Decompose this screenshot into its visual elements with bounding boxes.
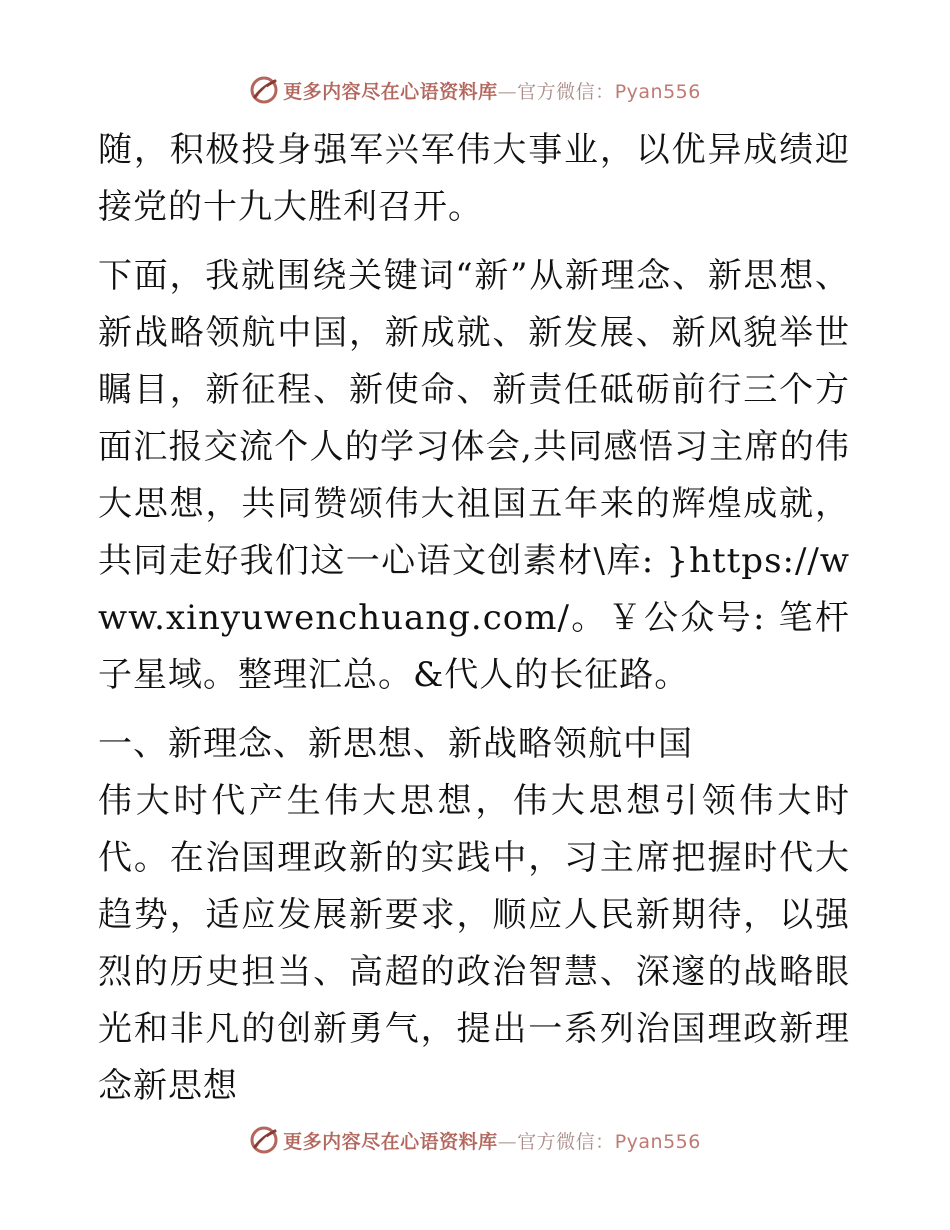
watermark-wechat-id: Pyan556 [614, 80, 701, 103]
watermark-official-label: 官方微信： [517, 80, 615, 103]
watermark-site-name: 更多内容尽在心语资料库 [283, 1130, 498, 1153]
header-watermark [0, 70, 950, 110]
section-heading-1: 一、新理念、新思想、新战略领航中国 [98, 724, 693, 764]
document-body [98, 122, 850, 1115]
watermark-separator: — [497, 80, 518, 103]
watermark-text [283, 77, 701, 104]
quill-swirl-icon [249, 75, 279, 105]
paragraph-section-1: 伟大时代产生伟大思想，伟大思想引领伟大时代。在治国理政新的实践中，习主席把握时代大趋势，适应发展新要求，顺应人民新期待，以强烈的历史担当、高超的政治智慧、深邃的战略眼光和非凡的创新勇气，提出一系列治国理政新理念新思想 [98, 781, 850, 1106]
quill-swirl-icon [249, 1125, 279, 1155]
paragraph-continuation: 随，积极投身强军兴军伟大事业，以优异成绩迎接党的十九大胜利召开。 [98, 130, 850, 227]
watermark-separator: — [497, 1130, 518, 1153]
watermark-text [283, 1127, 701, 1154]
footer-watermark [0, 1120, 950, 1160]
watermark-site-name: 更多内容尽在心语资料库 [283, 80, 498, 103]
watermark-official-label: 官方微信： [517, 1130, 615, 1153]
paragraph-intro: 下面，我就围绕关键词“新”从新理念、新思想、新战略领航中国，新成就、新发展、新风貌举世瞩目，新征程、新使命、新责任砥砺前行三个方面汇报交流个人的学习体会,共同感悟习主席的伟大思想，共同赞颂伟大祖国五年来的辉煌成就，共同走好我们这一心语文创素材\库: }https://www.xinyuwenchuang.com/。￥公众号: 笔杆子星域。整理汇总。&代人的长征路。 [98, 256, 850, 695]
watermark-wechat-id: Pyan556 [614, 1130, 701, 1153]
